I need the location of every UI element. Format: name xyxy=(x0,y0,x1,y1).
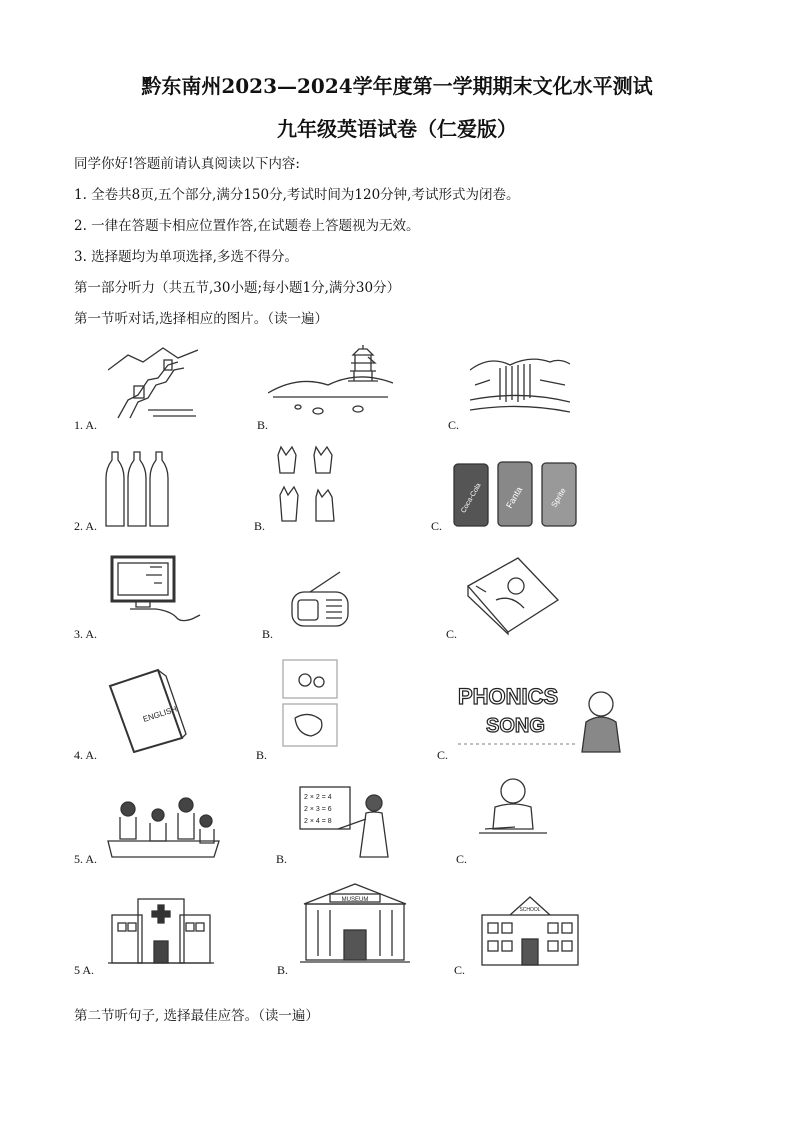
instruction-item: 2. 一律在答题卡相应位置作答,在试题卷上答题视为无效。 xyxy=(74,218,420,234)
book-picture xyxy=(466,556,561,636)
instructions-intro: 同学你好!答题前请认真阅读以下内容: xyxy=(74,156,300,172)
sprite-can-label: Sprite xyxy=(549,486,568,510)
instruction-item: 3. 选择题均为单项选择,多选不得分。 xyxy=(74,249,298,265)
option-label: 1. A. xyxy=(74,418,98,432)
flashcards-picture xyxy=(281,658,341,748)
option-label: B. xyxy=(257,418,269,432)
option-label: C. xyxy=(437,748,449,762)
part1-heading: 第一部分听力（共五节,30小题;每小题1分,满分30分） xyxy=(74,280,401,296)
option-label: 5 A. xyxy=(74,963,95,977)
fanta-can-label: Fanta xyxy=(504,485,525,510)
school-picture xyxy=(480,895,580,967)
option-label: 3. A. xyxy=(74,627,98,641)
pagoda-lake-picture xyxy=(268,345,393,420)
phonics-song-picture xyxy=(456,682,621,757)
waterfall-picture xyxy=(470,350,570,420)
option-label: C. xyxy=(446,627,458,641)
television-picture xyxy=(110,555,210,630)
option-label: B. xyxy=(277,963,289,977)
school-sign: SCHOOL xyxy=(519,907,541,913)
radio-picture xyxy=(290,570,350,630)
coca-cola-can-label: Coca-Cola xyxy=(460,482,483,515)
teacher-math-board-picture xyxy=(298,785,398,860)
great-wall-picture xyxy=(108,340,198,420)
hospital-picture xyxy=(106,895,216,965)
option-label: 5. A. xyxy=(74,852,98,866)
option-label: 4. A. xyxy=(74,748,98,762)
instruction-item: 1. 全卷共8页,五个部分,满分150分,考试时间为120分钟,考试形式为闭卷。 xyxy=(74,187,520,203)
english-book-picture xyxy=(108,668,188,753)
plastic-bags-picture xyxy=(276,445,341,530)
student-writing-picture xyxy=(475,775,550,845)
option-label: B. xyxy=(254,519,266,533)
plastic-bottles-picture xyxy=(104,450,174,530)
math-board-line: 2 × 4 = 8 xyxy=(304,818,332,825)
option-label: C. xyxy=(431,519,443,533)
option-label: C. xyxy=(448,418,460,432)
section2-heading: 第二节听句子, 选择最佳应答。（读一遍） xyxy=(74,1008,319,1024)
soda-cans-picture xyxy=(452,460,582,530)
section1-heading: 第一节听对话,选择相应的图片。（读一遍） xyxy=(74,311,329,327)
option-label: 2. A. xyxy=(74,519,98,533)
math-board-line: 2 × 2 = 4 xyxy=(304,794,332,801)
song-title: SONG xyxy=(486,715,545,737)
phonics-title: PHONICS xyxy=(458,684,559,709)
option-label: B. xyxy=(276,852,288,866)
museum-picture xyxy=(300,882,410,964)
museum-sign: MUSEUM xyxy=(341,897,369,903)
math-board-line: 2 × 3 = 6 xyxy=(304,806,332,813)
option-label: C. xyxy=(456,852,468,866)
group-discussion-picture xyxy=(106,795,221,860)
page-title: 黔东南州2023—2024学年度第一学期期末文化水平测试 xyxy=(141,74,653,98)
english-book-title: ENGLISH xyxy=(141,704,179,724)
option-label: B. xyxy=(256,748,268,762)
option-label: B. xyxy=(262,627,274,641)
option-label: C. xyxy=(454,963,466,977)
page-subtitle: 九年级英语试卷（仁爱版） xyxy=(277,117,517,141)
